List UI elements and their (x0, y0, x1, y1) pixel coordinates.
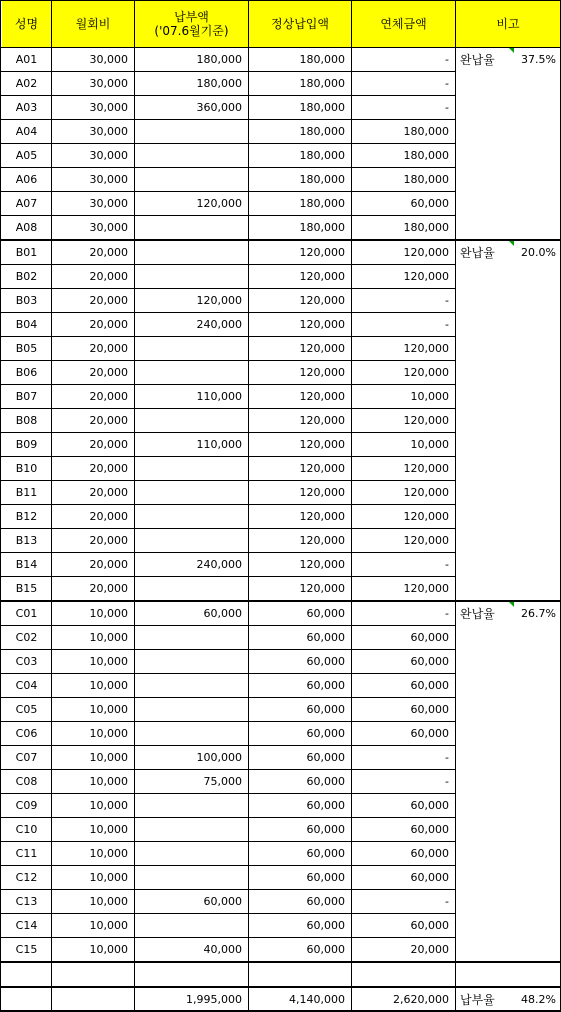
cell-regular: 180,000 (299, 77, 345, 90)
cell-fee: 20,000 (89, 390, 128, 403)
total-regular: 4,140,000 (289, 992, 345, 1006)
cell-paid: 60,000 (203, 895, 242, 908)
member-id: B10 (15, 462, 38, 475)
column-header-regular: 정상납입액 (249, 1, 351, 47)
cell-fee: 10,000 (89, 823, 128, 836)
column-header-fee: 월회비 (52, 1, 134, 47)
cell-fee: 20,000 (89, 270, 128, 283)
cell-regular: 60,000 (306, 823, 345, 836)
cell-paid (135, 265, 248, 288)
cell-overdue: - (445, 558, 449, 571)
grid-line-v (134, 0, 135, 1012)
cell-overdue: 180,000 (403, 149, 449, 162)
member-id: C08 (15, 775, 38, 788)
cell-overdue: 180,000 (403, 221, 449, 234)
cell-fee: 20,000 (89, 462, 128, 475)
cell-fee: 30,000 (89, 149, 128, 162)
member-id: C11 (15, 847, 38, 860)
cell-paid: 120,000 (196, 294, 242, 307)
cell-overdue: 60,000 (410, 197, 449, 210)
grid-line-h (1, 47, 561, 48)
cell-overdue: 180,000 (403, 173, 449, 186)
member-id: B14 (15, 558, 38, 571)
cell-fee: 30,000 (89, 77, 128, 90)
member-id: C12 (15, 871, 38, 884)
note-value: 48.2% (521, 992, 556, 1006)
cell-fee: 10,000 (89, 607, 128, 620)
cell-regular: 60,000 (306, 799, 345, 812)
cell-regular: 60,000 (306, 895, 345, 908)
cell-regular: 120,000 (299, 366, 345, 379)
cell-regular: 120,000 (299, 342, 345, 355)
cell-paid (135, 337, 248, 360)
cell-paid (135, 529, 248, 552)
cell-fee: 30,000 (89, 101, 128, 114)
member-id: B11 (15, 486, 38, 499)
cell-fee: 20,000 (89, 246, 128, 259)
member-id: C05 (15, 703, 38, 716)
cell-fee: 20,000 (89, 534, 128, 547)
cell-overdue: - (445, 775, 449, 788)
cell-overdue: 120,000 (403, 534, 449, 547)
cell-overdue: 60,000 (410, 631, 449, 644)
cell-overdue: - (445, 751, 449, 764)
cell-paid: 240,000 (196, 318, 242, 331)
grid-line-v (0, 0, 1, 1012)
cell-paid (135, 505, 248, 528)
member-id: A07 (15, 197, 38, 210)
column-header-paid: 납부액 ('07.6월기준) (135, 1, 248, 47)
cell-fee: 10,000 (89, 703, 128, 716)
cell-overdue: 20,000 (410, 943, 449, 956)
cell-paid: 180,000 (196, 77, 242, 90)
cell-paid (135, 698, 248, 721)
cell-regular: 60,000 (306, 751, 345, 764)
cell-paid: 100,000 (196, 751, 242, 764)
cell-fee: 30,000 (89, 197, 128, 210)
member-id: A08 (15, 221, 38, 234)
cell-paid: 120,000 (196, 197, 242, 210)
member-id: B09 (15, 438, 38, 451)
cell-regular: 60,000 (306, 919, 345, 932)
cell-overdue: 120,000 (403, 246, 449, 259)
column-header-name: 성명 (2, 1, 51, 47)
cell-regular: 120,000 (299, 582, 345, 595)
cell-regular: 120,000 (299, 270, 345, 283)
cell-fee: 20,000 (89, 366, 128, 379)
cell-regular: 120,000 (299, 558, 345, 571)
cell-overdue: 120,000 (403, 414, 449, 427)
blank-cell (135, 963, 248, 986)
cell-fee: 30,000 (89, 125, 128, 138)
member-id: C14 (15, 919, 38, 932)
cell-paid (135, 577, 248, 600)
total-note (456, 988, 560, 1010)
cell-overdue: 120,000 (403, 510, 449, 523)
cell-fee: 10,000 (89, 919, 128, 932)
member-id: C15 (15, 943, 38, 956)
cell-paid: 60,000 (203, 607, 242, 620)
cell-fee: 10,000 (89, 895, 128, 908)
cell-paid (135, 144, 248, 167)
cell-paid (135, 650, 248, 673)
cell-regular: 120,000 (299, 294, 345, 307)
grid-line-h (1, 0, 561, 1)
cell-regular: 60,000 (306, 943, 345, 956)
cell-overdue: 180,000 (403, 125, 449, 138)
cell-regular: 180,000 (299, 101, 345, 114)
cell-overdue: 120,000 (403, 582, 449, 595)
cell-overdue: 120,000 (403, 366, 449, 379)
note-value: 37.5% (521, 53, 556, 66)
cell-paid (135, 626, 248, 649)
cell-paid (135, 457, 248, 480)
cell-fee: 20,000 (89, 438, 128, 451)
cell-overdue: - (445, 294, 449, 307)
member-id: A05 (15, 149, 38, 162)
cell-overdue: 120,000 (403, 270, 449, 283)
cell-paid (135, 241, 248, 264)
cell-paid: 180,000 (196, 53, 242, 66)
cell-regular: 180,000 (299, 149, 345, 162)
blank-cell (352, 963, 455, 986)
note-label: 완납율 (460, 607, 495, 621)
member-id: A06 (15, 173, 38, 186)
total-overdue: 2,620,000 (393, 992, 449, 1006)
member-id: B15 (15, 582, 38, 595)
cell-regular: 60,000 (306, 871, 345, 884)
cell-overdue: 60,000 (410, 799, 449, 812)
total-paid: 1,995,000 (186, 992, 242, 1006)
cell-regular: 120,000 (299, 390, 345, 403)
member-id: B12 (15, 510, 38, 523)
cell-overdue: - (445, 318, 449, 331)
column-header-overdue: 연체금액 (352, 1, 455, 47)
cell-fee: 10,000 (89, 727, 128, 740)
cell-fee: 10,000 (89, 655, 128, 668)
cell-overdue: 60,000 (410, 823, 449, 836)
cell-fee: 20,000 (89, 558, 128, 571)
grid-line-v (351, 0, 352, 1012)
member-id: A04 (15, 125, 38, 138)
cell-fee: 10,000 (89, 847, 128, 860)
cell-paid: 40,000 (203, 943, 242, 956)
member-id: C04 (15, 679, 38, 692)
cell-overdue: 120,000 (403, 342, 449, 355)
cell-overdue: 60,000 (410, 727, 449, 740)
cell-overdue: 60,000 (410, 703, 449, 716)
cell-paid: 110,000 (196, 438, 242, 451)
cell-regular: 120,000 (299, 534, 345, 547)
cell-fee: 10,000 (89, 679, 128, 692)
cell-fee: 10,000 (89, 943, 128, 956)
grid-line-v (248, 0, 249, 1012)
cell-regular: 60,000 (306, 679, 345, 692)
cell-overdue: 60,000 (410, 679, 449, 692)
cell-overdue: 60,000 (410, 847, 449, 860)
cell-fee: 10,000 (89, 751, 128, 764)
cell-regular: 60,000 (306, 775, 345, 788)
cell-fee: 10,000 (89, 631, 128, 644)
cell-fee: 30,000 (89, 173, 128, 186)
cell-fee: 20,000 (89, 294, 128, 307)
note-value: 26.7% (521, 607, 556, 620)
cell-overdue: - (445, 101, 449, 114)
group-note (456, 48, 560, 71)
cell-fee: 20,000 (89, 582, 128, 595)
note-value: 20.0% (521, 246, 556, 259)
member-id: C10 (15, 823, 38, 836)
note-label: 납부율 (460, 992, 495, 1007)
group-note (456, 241, 560, 264)
cell-regular: 180,000 (299, 53, 345, 66)
cell-paid (135, 842, 248, 865)
cell-overdue: 60,000 (410, 871, 449, 884)
cell-fee: 30,000 (89, 221, 128, 234)
cell-regular: 60,000 (306, 703, 345, 716)
cell-overdue: 10,000 (410, 390, 449, 403)
member-id: A02 (15, 77, 38, 90)
column-header-note: 비고 (456, 1, 560, 47)
cell-overdue: - (445, 53, 449, 66)
cell-regular: 60,000 (306, 607, 345, 620)
cell-paid (135, 120, 248, 143)
cell-overdue: 120,000 (403, 462, 449, 475)
comment-indicator (509, 602, 514, 607)
cell-fee: 20,000 (89, 342, 128, 355)
cell-fee: 20,000 (89, 414, 128, 427)
member-id: A01 (15, 53, 38, 66)
cell-regular: 60,000 (306, 655, 345, 668)
total-fee (52, 988, 134, 1010)
cell-fee: 10,000 (89, 871, 128, 884)
member-id: B04 (15, 318, 38, 331)
blank-cell (249, 963, 351, 986)
cell-fee: 20,000 (89, 318, 128, 331)
cell-overdue: 60,000 (410, 919, 449, 932)
cell-overdue: 120,000 (403, 486, 449, 499)
comment-indicator (509, 241, 514, 246)
cell-overdue: - (445, 607, 449, 620)
blank-cell (52, 963, 134, 986)
member-id: B07 (15, 390, 38, 403)
cell-paid (135, 481, 248, 504)
member-id: C02 (15, 631, 38, 644)
cell-regular: 180,000 (299, 125, 345, 138)
member-id: C13 (15, 895, 38, 908)
member-id: C07 (15, 751, 38, 764)
cell-overdue: - (445, 895, 449, 908)
cell-regular: 120,000 (299, 438, 345, 451)
cell-paid (135, 914, 248, 937)
grid-line-v (51, 0, 52, 1012)
cell-paid (135, 722, 248, 745)
member-id: B13 (15, 534, 38, 547)
comment-indicator (509, 48, 514, 53)
cell-paid (135, 216, 248, 239)
member-id: B01 (15, 246, 38, 259)
cell-regular: 120,000 (299, 486, 345, 499)
cell-overdue: - (445, 77, 449, 90)
cell-fee: 20,000 (89, 510, 128, 523)
cell-paid (135, 794, 248, 817)
cell-paid (135, 674, 248, 697)
member-id: C03 (15, 655, 38, 668)
cell-regular: 120,000 (299, 414, 345, 427)
member-id: B02 (15, 270, 38, 283)
cell-regular: 120,000 (299, 462, 345, 475)
member-id: B03 (15, 294, 38, 307)
cell-regular: 60,000 (306, 727, 345, 740)
cell-regular: 120,000 (299, 510, 345, 523)
group-note (456, 602, 560, 625)
cell-regular: 120,000 (299, 318, 345, 331)
cell-paid (135, 818, 248, 841)
cell-paid: 110,000 (196, 390, 242, 403)
cell-regular: 180,000 (299, 173, 345, 186)
member-id: C09 (15, 799, 38, 812)
cell-paid (135, 361, 248, 384)
cell-fee: 10,000 (89, 799, 128, 812)
member-id: B08 (15, 414, 38, 427)
member-id: B06 (15, 366, 38, 379)
member-id: A03 (15, 101, 38, 114)
cell-regular: 180,000 (299, 221, 345, 234)
cell-regular: 120,000 (299, 246, 345, 259)
cell-fee: 20,000 (89, 486, 128, 499)
member-id: C06 (15, 727, 38, 740)
cell-overdue: 10,000 (410, 438, 449, 451)
cell-fee: 10,000 (89, 775, 128, 788)
cell-paid: 240,000 (196, 558, 242, 571)
cell-paid (135, 866, 248, 889)
total-name (2, 988, 51, 1010)
note-label: 완납율 (460, 53, 495, 67)
member-id: B05 (15, 342, 38, 355)
note-label: 완납율 (460, 246, 495, 260)
cell-fee: 30,000 (89, 53, 128, 66)
cell-overdue: 60,000 (410, 655, 449, 668)
cell-paid: 75,000 (203, 775, 242, 788)
cell-paid (135, 409, 248, 432)
cell-regular: 60,000 (306, 631, 345, 644)
member-id: C01 (15, 607, 38, 620)
blank-cell (2, 963, 51, 986)
cell-paid: 360,000 (196, 101, 242, 114)
cell-regular: 180,000 (299, 197, 345, 210)
grid-line-v (455, 0, 456, 1012)
cell-paid (135, 168, 248, 191)
cell-regular: 60,000 (306, 847, 345, 860)
